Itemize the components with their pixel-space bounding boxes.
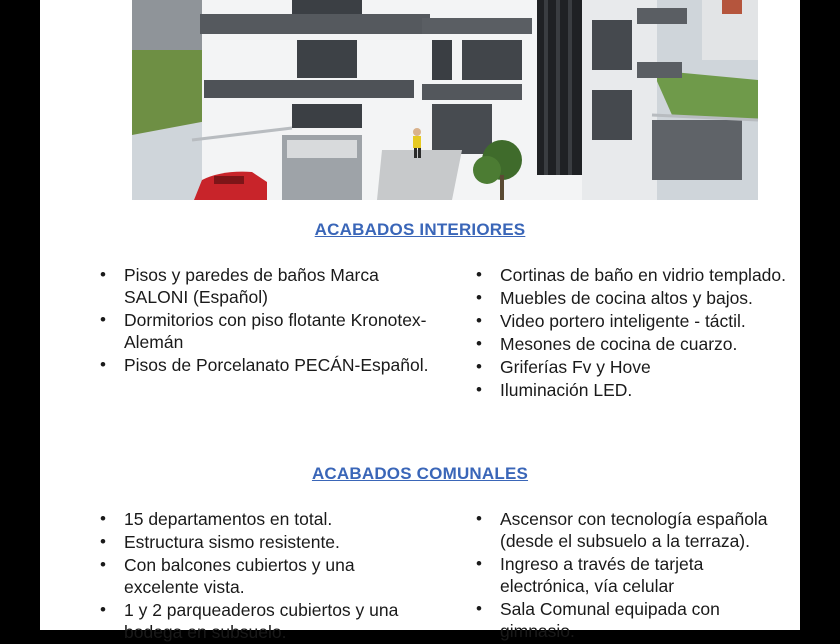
list-item: • Ascensor con tecnología española (desde el subsuelo a la terraza). — [476, 508, 796, 552]
list-item: • Ingreso a través de tarjeta electrónica, vía celular — [476, 553, 796, 597]
list-item: • Cortinas de baño en vidrio templado. — [476, 264, 796, 286]
list-item: • Estructura sismo resistente. — [100, 531, 430, 553]
list-item: • Pisos y paredes de baños Marca SALONI (Español) — [100, 264, 430, 308]
interiores-list-right — [476, 264, 796, 402]
list-item: • Pisos de Porcelanato PECÁN-Español. — [100, 354, 430, 376]
list-item: • 15 departamentos en total. — [100, 508, 430, 530]
document-page — [40, 0, 800, 642]
interiores-list-left — [100, 264, 430, 377]
section-title-comunales: ACABADOS COMUNALES — [311, 464, 529, 483]
list-item: • 1 y 2 parqueaderos cubiertos y una bodega en subsuelo. — [100, 599, 430, 643]
list-item: • Mesones de cocina de cuarzo. — [476, 333, 796, 355]
building-render-icon — [132, 0, 758, 200]
list-item: • Video portero inteligente - táctil. — [476, 310, 796, 332]
list-item: • Con balcones cubiertos y una excelente vista. — [100, 554, 430, 598]
section-title-interiores: ACABADOS INTERIORES — [314, 220, 526, 239]
list-item: • Sala Comunal equipada con gimnasio. — [476, 598, 796, 642]
list-item: • Griferías Fv y Hove — [476, 356, 796, 378]
list-item: • Dormitorios con piso flotante Kronotex-Alemán — [100, 309, 430, 353]
comunales-list-left — [100, 508, 430, 644]
building-render-image — [132, 0, 758, 200]
comunales-list-right — [476, 508, 796, 643]
list-item: • Iluminación LED. — [476, 379, 796, 401]
list-item: • Muebles de cocina altos y bajos. — [476, 287, 796, 309]
